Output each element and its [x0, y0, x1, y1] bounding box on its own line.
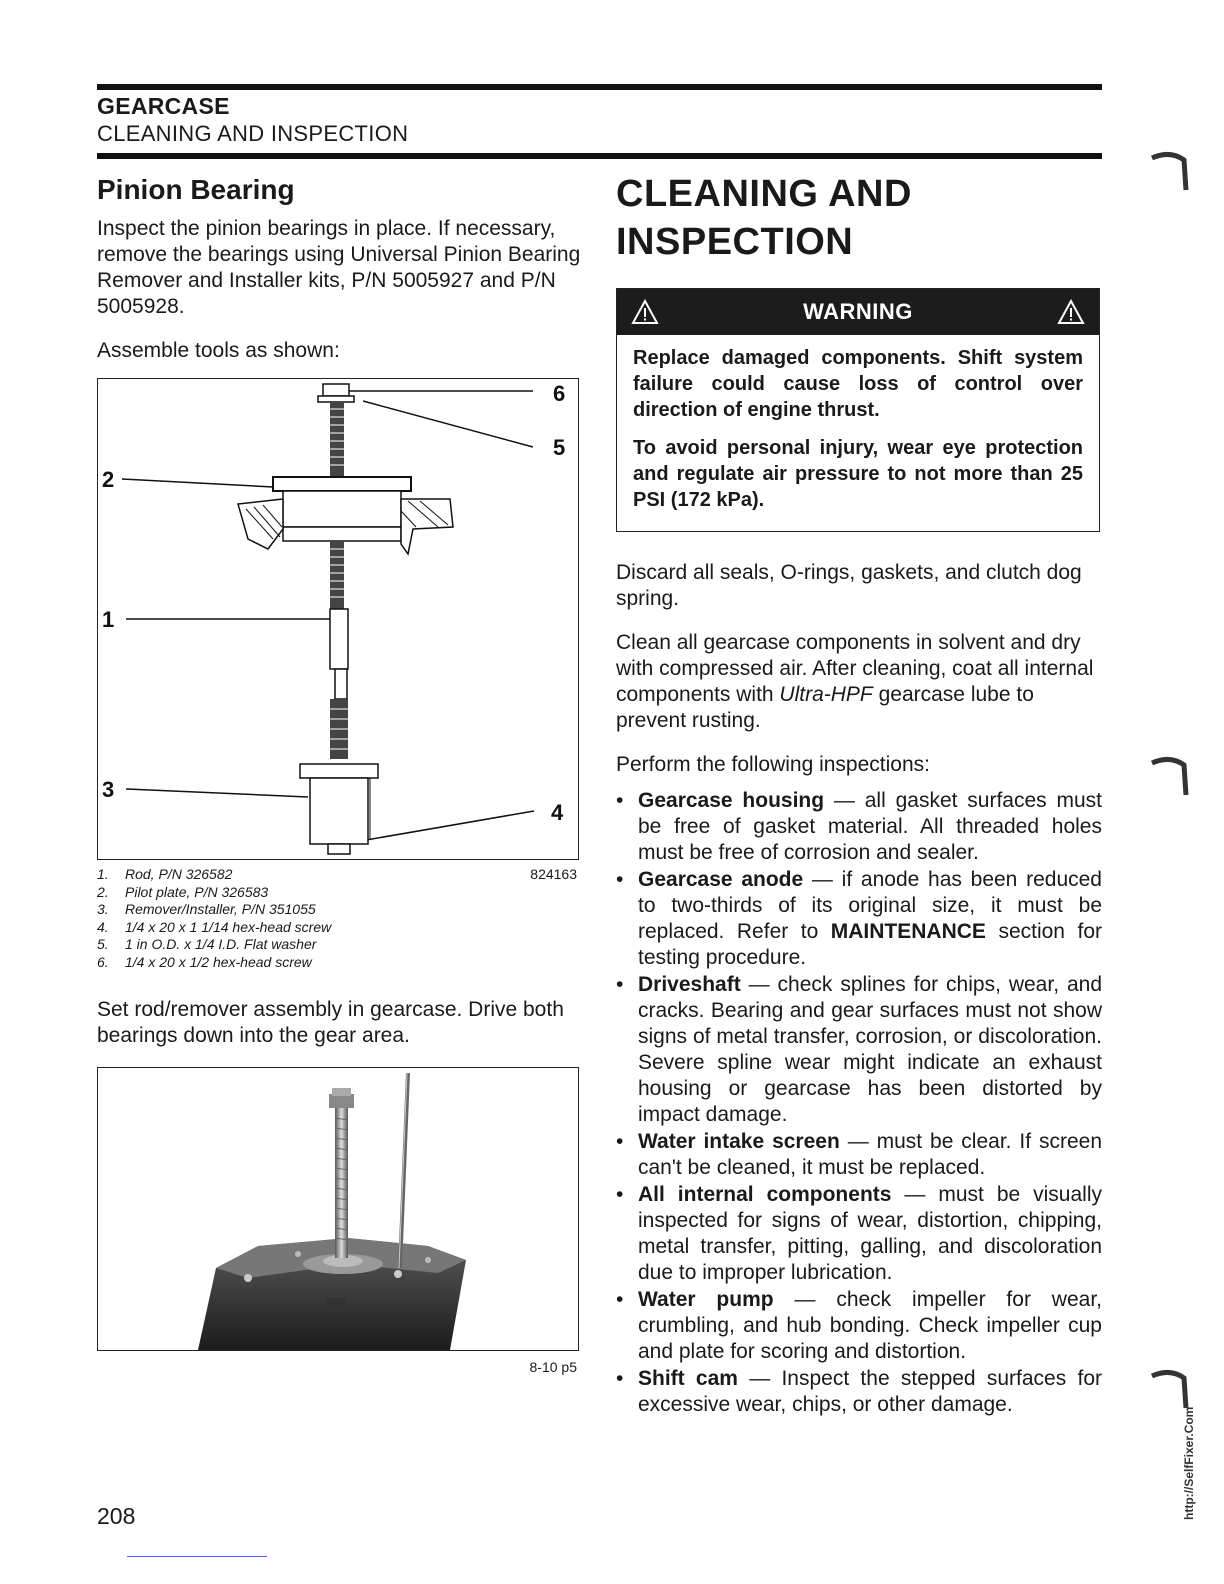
list-item: • Gearcase anode — if anode has been reduced to two-thirds of its original size, it must be replaced. Refer to MAINTENANCE section for testing procedure. — [616, 868, 1102, 969]
tool-assembly-figure — [97, 378, 579, 860]
footer-line — [127, 1556, 267, 1557]
assemble-paragraph: Assemble tools as shown: — [97, 339, 340, 362]
header-bottom-rule — [97, 153, 1102, 159]
figure1-legend — [97, 866, 581, 971]
list-item: • Gearcase housing — all gasket surfaces must be free of gasket material. All threaded holes must be free of corrosion and sealer. — [616, 789, 1102, 864]
callout-4: 4 — [551, 800, 564, 825]
side-watermark: http://SelfFixer.Com — [1182, 1406, 1196, 1520]
figure1-number: 824163 — [530, 866, 577, 882]
left-column — [97, 170, 581, 1375]
clean-paragraph: Clean all gearcase components in solvent and dry with compressed air. After cleaning, coat all internal components with Ultra-HPF gearcase lube to prevent rusting. — [616, 631, 1094, 732]
warning-label: WARNING — [803, 299, 913, 324]
header-top-rule — [97, 84, 1102, 90]
warning-body — [617, 335, 1099, 531]
title-line-1: CLEANING AND — [616, 173, 912, 215]
list-item: • Water intake screen — must be clear. If screen can't be cleaned, it must be replaced. — [616, 1130, 1102, 1179]
pinion-intro-paragraph: Inspect the pinion bearings in place. If necessary, remove the bearings using Universal Pinion Bearing Remover and Installer kits, P/N 5005927 and P/N 5005928. — [97, 217, 581, 318]
legend-item: 4. 1/4 x 20 x 1 1/14 hex-head screw — [97, 918, 332, 935]
warning-header — [617, 289, 1099, 335]
lube-name: Ultra-HPF — [779, 683, 873, 706]
list-item: • Water pump — check impeller for wear, crumbling, and hub bonding. Check impeller cup and plate for scoring and distortion. — [616, 1288, 1102, 1363]
callout-2: 2 — [102, 467, 115, 492]
callout-6: 6 — [553, 381, 566, 406]
section-title: GEARCASE — [97, 93, 230, 119]
binder-mark — [1150, 755, 1190, 800]
page-number: 208 — [97, 1503, 136, 1529]
set-rod-paragraph: Set rod/remover assembly in gearcase. Drive both bearings down into the gear area. — [97, 998, 564, 1047]
legend-item: 3. Remover/Installer, P/N 351055 — [97, 901, 316, 917]
pinion-bearing-heading: Pinion Bearing — [97, 174, 295, 205]
subsection-title: CLEANING AND INSPECTION — [97, 121, 409, 146]
figure2-number: 8-10 p5 — [529, 1359, 577, 1375]
list-item: • Shift cam — Inspect the stepped surfaces for excessive wear, chips, or other damage. — [616, 1367, 1102, 1416]
legend-item: 2. Pilot plate, P/N 326583 — [97, 883, 269, 900]
warning-triangle-icon — [631, 299, 659, 325]
gearcase-photo — [97, 1067, 579, 1351]
warning-text-2: To avoid personal injury, wear eye protection and regulate air pressure to not more than 25 PSI (172 kPa). — [633, 437, 1083, 511]
list-item: • All internal components — must be visually inspected for signs of wear, distortion, chipping, metal transfer, pitting, galling, and discoloration due to improper lubrication. — [616, 1183, 1103, 1284]
inspection-list — [616, 788, 1102, 1418]
callout-5: 5 — [553, 435, 566, 460]
legend-item: 6. 1/4 x 20 x 1/2 hex-head screw — [97, 953, 312, 970]
legend-item: 5. 1 in O.D. x 1/4 I.D. Flat washer — [97, 936, 317, 952]
perform-paragraph: Perform the following inspections: — [616, 753, 930, 776]
binder-mark — [1150, 150, 1190, 195]
discard-paragraph: Discard all seals, O-rings, gaskets, and clutch dog spring. — [616, 561, 1082, 610]
cleaning-inspection-title — [616, 170, 1102, 266]
callout-1: 1 — [102, 607, 115, 632]
gearcase-photo-drawing — [98, 1068, 578, 1350]
warning-text-1: Replace damaged components. Shift system failure could cause loss of control over direction of engine thrust. — [633, 347, 1083, 421]
legend-item: 1. Rod, P/N 326582 — [97, 866, 233, 882]
warning-triangle-icon — [1057, 299, 1085, 325]
callout-3: 3 — [102, 777, 115, 802]
warning-box — [616, 288, 1100, 532]
right-column — [616, 170, 1102, 1419]
list-item: • Driveshaft — check splines for chips, wear, and cracks. Bearing and gear surfaces must not show signs of metal transfer, corrosion, or discoloration. Severe spline wear might indicate an exhaust housing or gearcase has been distorted by impact damage. — [616, 973, 1102, 1126]
tool-assembly-drawing — [98, 379, 578, 859]
title-line-2: INSPECTION — [616, 221, 854, 263]
